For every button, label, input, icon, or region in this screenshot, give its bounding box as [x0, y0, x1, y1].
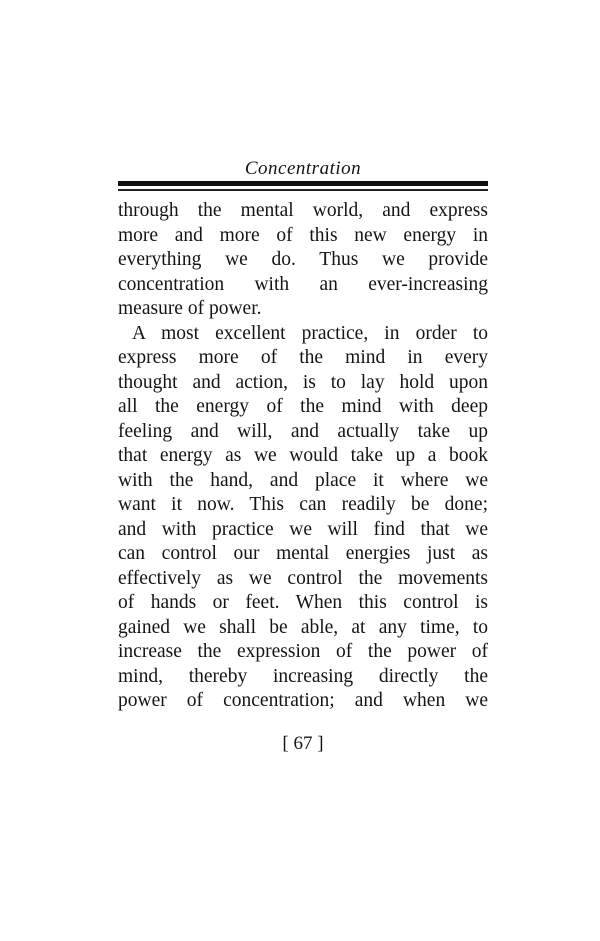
text-line: gained we shall be able, at any time, to [118, 616, 488, 638]
text-line: of hands or feet. When this control is [118, 592, 488, 613]
text-line: thought and action, is to lay hold upon [118, 371, 488, 393]
text-line: all the energy of the mind with deep [118, 396, 488, 417]
text-line: power of concentration; and when we [118, 690, 488, 711]
text-line: can control our mental energies just as [118, 543, 488, 564]
body-text [118, 199, 488, 714]
text-line: everything we do. Thus we provide [118, 249, 488, 270]
paragraph [118, 199, 488, 322]
text-line: feeling and will, and actually take up [118, 420, 488, 442]
paragraph [118, 322, 488, 714]
text-line: increase the expression of the power of [118, 641, 488, 662]
text-line: more and more of this new energy in [118, 224, 488, 246]
text-line: that energy as we would take up a book [118, 445, 488, 466]
text-line: with the hand, and place it where we [118, 469, 488, 491]
text-line: mind, thereby increasing directly the [118, 665, 488, 687]
text-line: through the mental world, and express [118, 200, 488, 221]
text-line: effectively as we control the movements [118, 567, 488, 589]
text-line: measure of power. [118, 298, 262, 319]
running-head: Concentration [244, 158, 362, 179]
text-line: express more of the mind in every [118, 347, 488, 368]
header-rule-thick [118, 181, 488, 186]
text-line: want it now. This can readily be done; [118, 494, 488, 515]
page-number: [ 67 ] [282, 733, 324, 754]
text-line: and with practice we will find that we [118, 518, 488, 540]
header-rule-thin [118, 189, 488, 191]
text-line: concentration with an ever-increasing [118, 273, 488, 295]
text-line: A most excellent practice, in order to [132, 322, 488, 344]
